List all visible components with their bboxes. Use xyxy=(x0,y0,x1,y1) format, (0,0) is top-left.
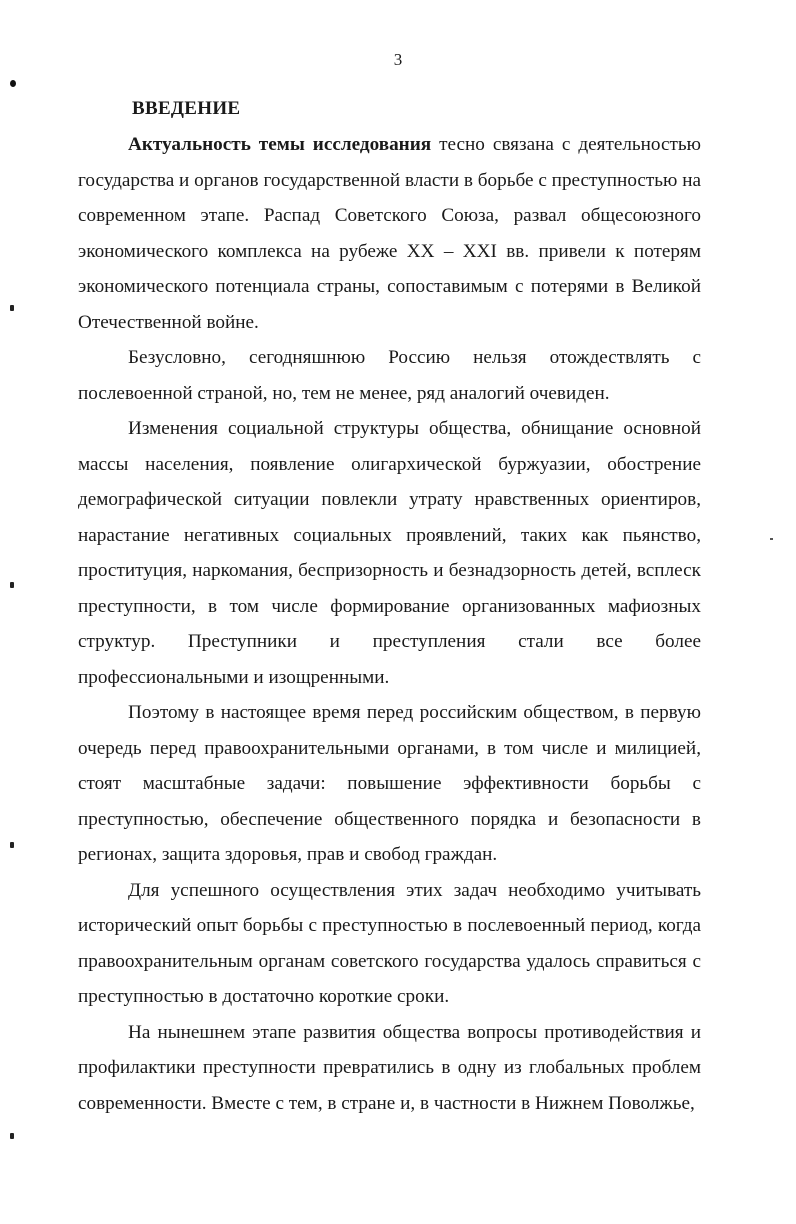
section-heading: ВВЕДЕНИЕ xyxy=(132,98,241,119)
paragraph-6: На нынешнем этапе развития общества вопросы противодействия и профилактики преступности превратились в одну из глобальных проблем современности. Вместе с тем, в стране и, в частности в Нижнем Поволжье, xyxy=(78,1021,701,1114)
paragraph-1 xyxy=(78,127,701,340)
scan-mark xyxy=(10,80,16,87)
scan-mark xyxy=(10,842,14,848)
scan-speck xyxy=(770,538,773,540)
body-text xyxy=(78,127,701,1121)
paragraph-3: Изменения социальной структуры общества, обнищание основной массы населения, появление олигархической буржуазии, обострение демографической ситуации повлекли утрату нравственных ориентиров, нарастание негативных социальных проявлений, таких как пьянство, проституция, наркомания, беспризорность и безнадзорность детей, всплеск преступности, в том числе формирование организованных мафиозных структур. Преступники и преступления стали все более профессиональными и изощренными. xyxy=(78,418,701,688)
paragraph-4: Поэтому в настоящее время перед российским обществом, в первую очередь перед правоохранительными органами, в том числе и милицией, стоят масштабные задачи: повышение эффективности борьбы с преступностью, обеспечение общественного порядка и безопасности в регионах, защита здоровья, прав и свобод граждан. xyxy=(78,702,701,865)
paragraph-2: Безусловно, сегодняшнюю Россию нельзя отождествлять с послевоенной страной, но, тем не менее, ряд аналогий очевиден. xyxy=(78,347,701,404)
paragraph-5: Для успешного осуществления этих задач необходимо учитывать исторический опыт борьбы с преступностью в послевоенный период, когда правоохранительным органам советского государства удалось справиться с преступностью в достаточно короткие сроки. xyxy=(78,879,701,1007)
scan-mark xyxy=(10,305,14,311)
scan-mark xyxy=(10,582,14,588)
page-number: 3 xyxy=(393,50,403,69)
scan-mark xyxy=(10,1133,14,1139)
paragraph-text: тесно связана с деятельностью государства и органов государственной власти в борьбе с преступностью на современном этапе. Распад Советского Союза, развал общесоюзного экономического комплекса на рубеже XX – XXI вв. привели к потерям экономического потенциала страны, сопоставимым с потерями в Великой Отечественной войне. xyxy=(78,134,701,333)
lead-term: Актуальность темы исследования xyxy=(128,134,432,155)
